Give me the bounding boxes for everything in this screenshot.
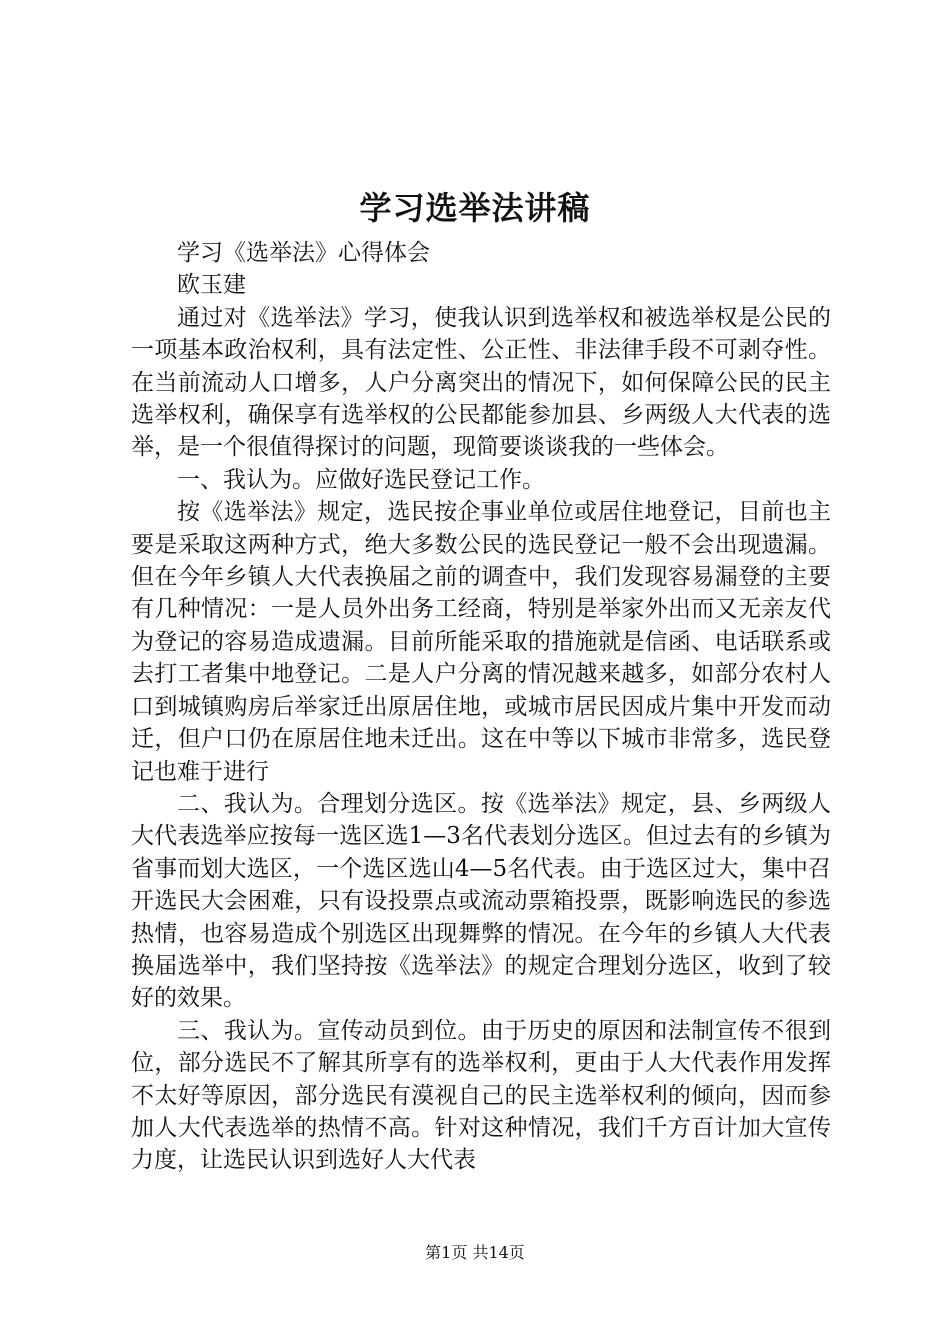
section-two-paragraph: 二、我认为。合理划分选区。按《选举法》规定，县、乡两级人大代表选举应按每一选区选1—3名代表划分选区。但过去有的乡镇为省事而划大选区，一个选区选山4—5名代表。由于选区过大，集中召开选民大会困难，只有设投票点或流动票箱投票，既影响选民的参选热情，也容易造成个别选区出现舞弊的情况。在今年的乡镇人大代表换届选举中，我们坚持按《选举法》的规定合理划分选区，收到了较好的效果。 [131,790,831,1012]
author-paragraph: 欧玉建 [177,272,246,299]
section-one-heading: 一、我认为。应做好选民登记工作。 [177,466,545,493]
section-three-paragraph: 三、我认为。宣传动员到位。由于历史的原因和法制宣传不很到位，部分选民不了解其所享有的选举权利，更由于人大代表作用发挥不太好等原因，部分选民有漠视自己的民主选举权利的倾向，因而参加人大代表选举的热情不高。针对这种情况，我们千方百计加大宣传力度，让选民认识到选好人大代表 [131,1017,831,1174]
subtitle-paragraph: 学习《选举法》心得体会 [177,240,430,266]
intro-paragraph: 通过对《选举法》学习，使我认识到选举权和被选举权是公民的一项基本政治权利，具有法定性、公正性、非法律手段不可剥夺性。在当前流动人口增多，人户分离突出的情况下，如何保障公民的民主选举权利，确保享有选举权的公民都能参加县、乡两级人大代表的选举，是一个很值得探讨的问题，现简要谈谈我的一些体会。 [131,304,831,461]
document-body [131,237,831,1177]
page-footer: 第1页 共14页 [425,1243,525,1262]
section-one-paragraph: 按《选举法》规定，选民按企事业单位或居住地登记，目前也主要是采取这两种方式，绝大多数公民的选民登记一般不会出现遗漏。但在今年乡镇人大代表换届之前的调查中，我们发现容易漏登的主要有几种情况：一是人员外出务工经商，特别是举家外出而又无亲友代为登记的容易造成遗漏。目前所能采取的措施就是信函、电话联系或去打工者集中地登记。二是人户分离的情况越来越多，如部分农村人口到城镇购房后举家迁出原居住地，或城市居民因成片集中开发而动迁，但户口仍在原居住地未迁出。这在中等以下城市非常多，选民登记也难于进行 [131,499,831,785]
document-title: 学习选举法讲稿 [359,189,591,227]
